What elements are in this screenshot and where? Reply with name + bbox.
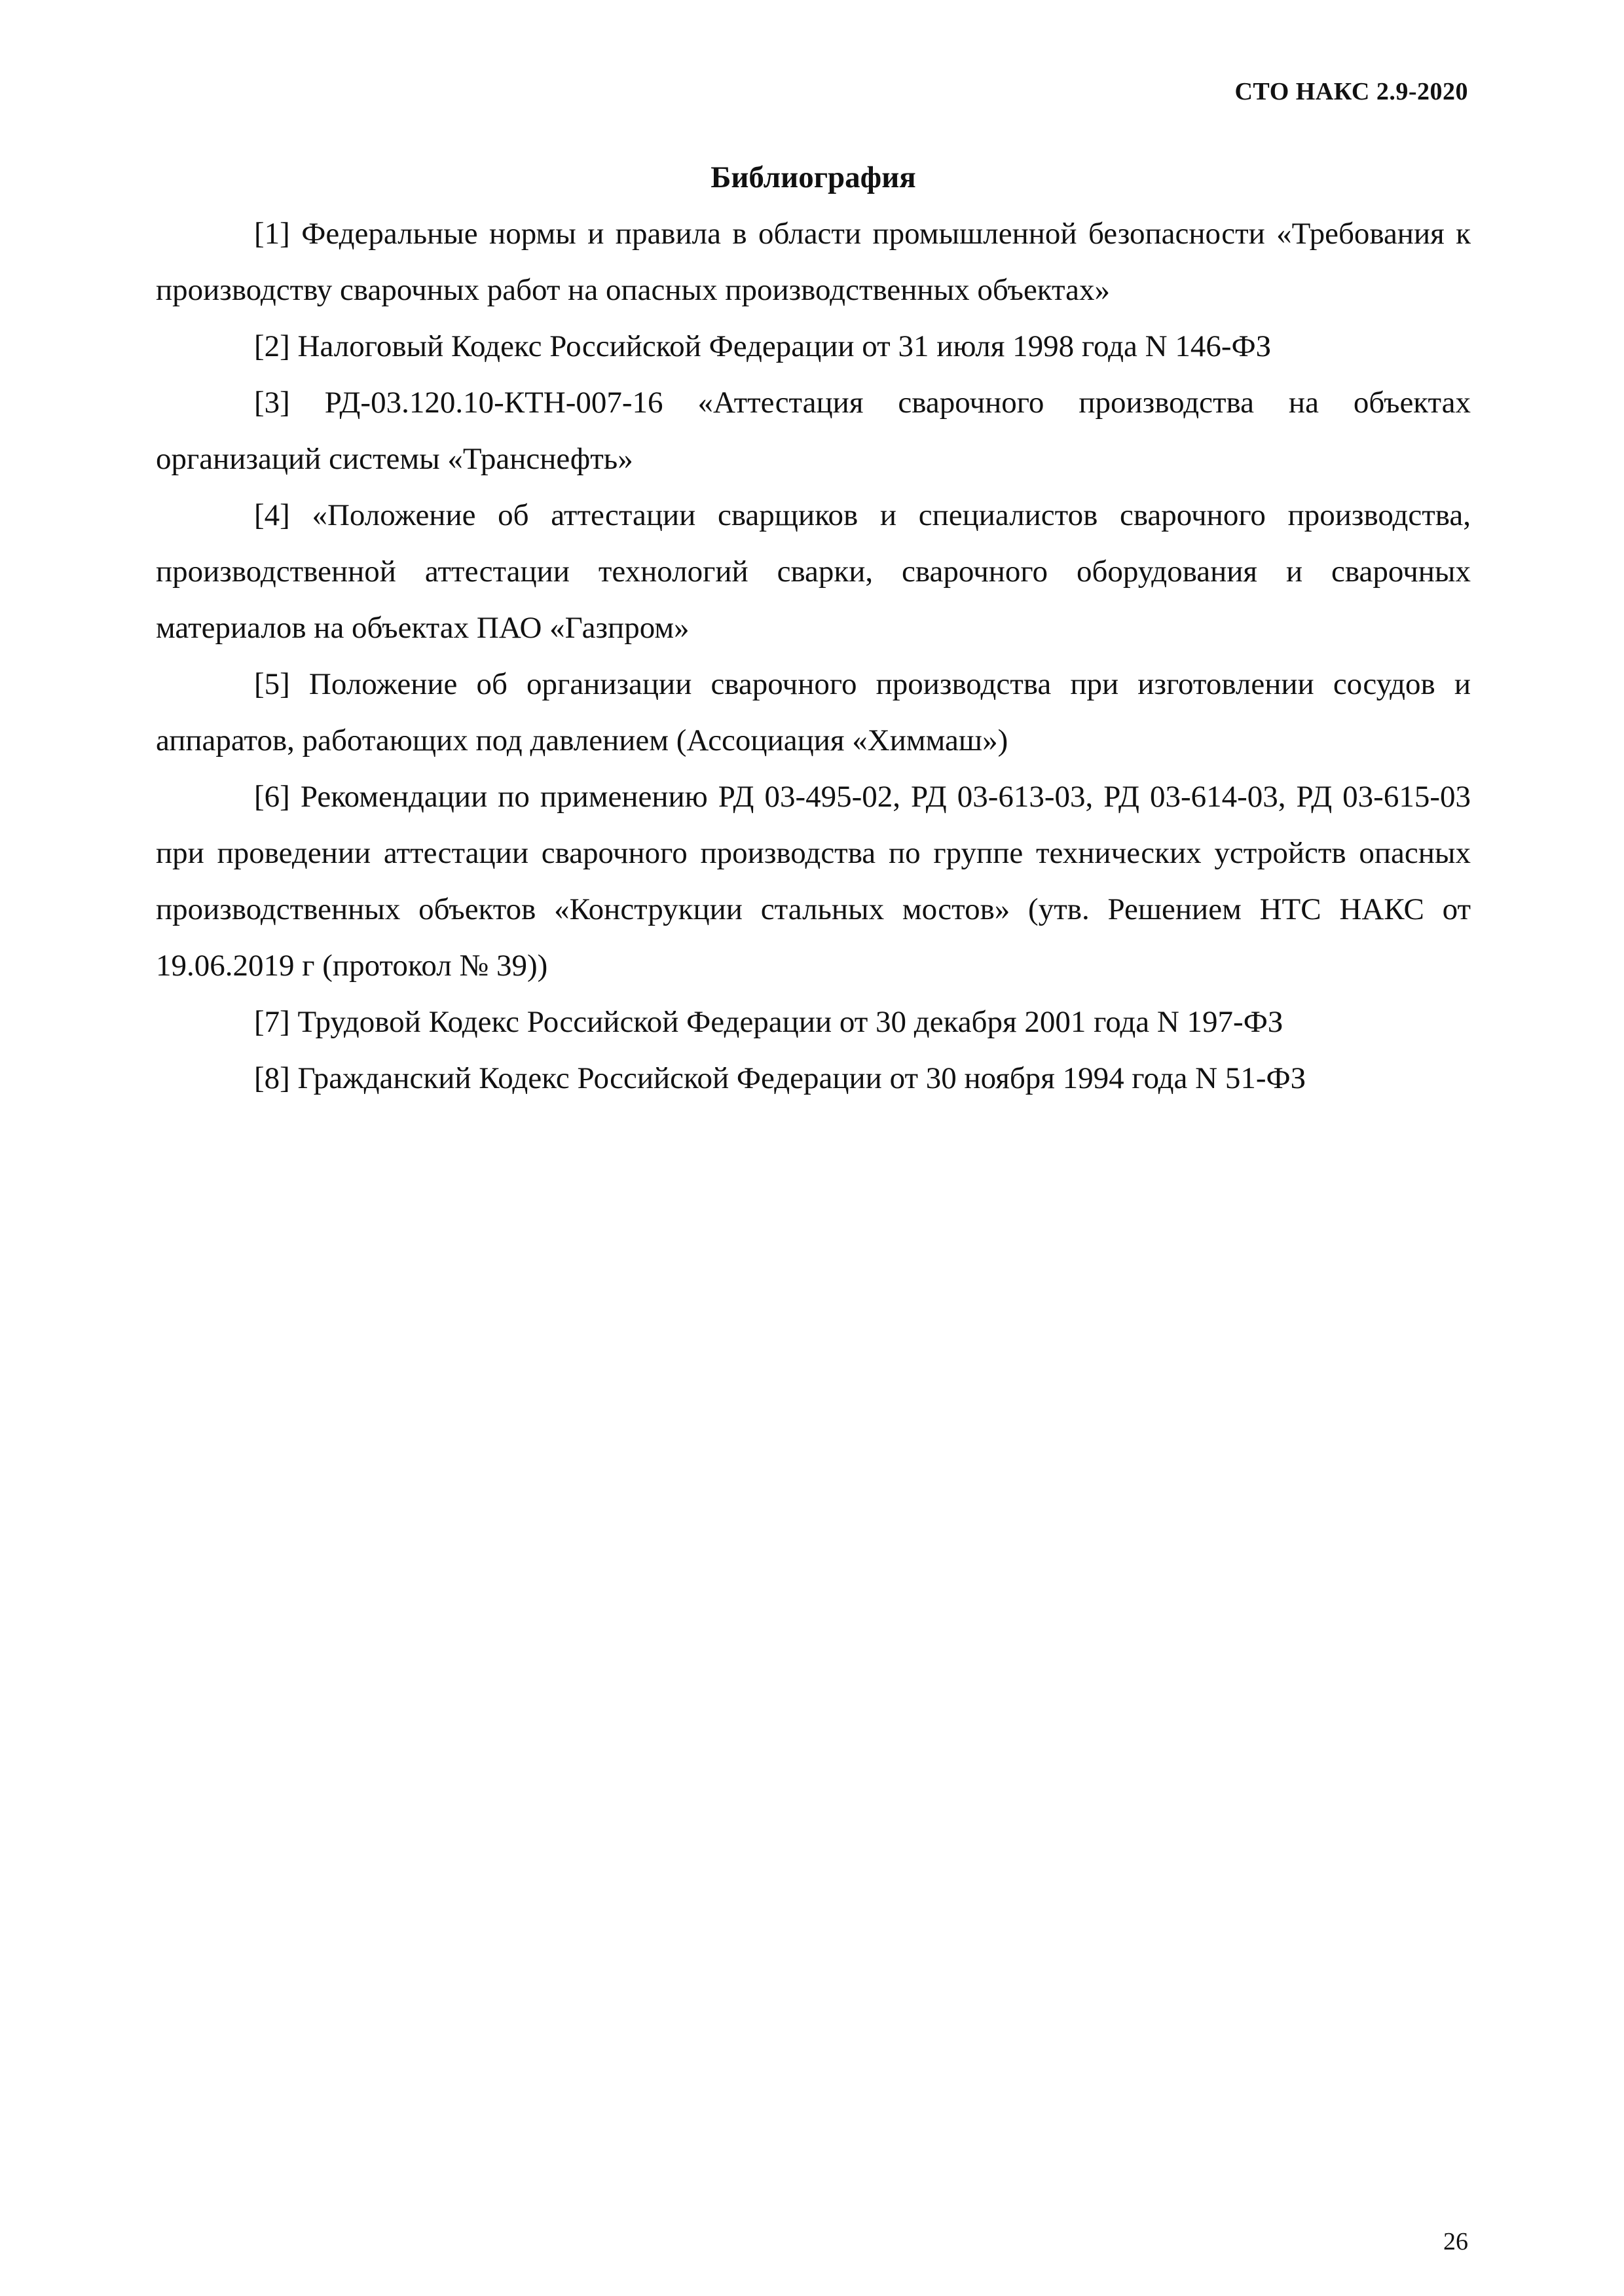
bibliography-item-1: [1] Федеральные нормы и правила в области промышленной безопасности «Требования к производству сварочных работ на опасных производственных объектах» (156, 217, 1471, 307)
bibliography-item-4: [4] «Положение об аттестации сварщиков и специалистов сварочного производства, производственной аттестации технологий сварки, сварочного оборудования и сварочных материалов на объектах ПАО «Газпром» (156, 498, 1471, 645)
bibliography-item-5: [5] Положение об организации сварочного производства при изготовлении сосудов и аппаратов, работающих под давлением (Ассоциация «Химмаш») (156, 667, 1471, 757)
bibliography-item-7: [7] Трудовой Кодекс Российской Федерации от 30 декабря 2001 года N 197-ФЗ (254, 1005, 1283, 1039)
bibliography-item-8: [8] Гражданский Кодекс Российской Федерации от 30 ноября 1994 года N 51-ФЗ (254, 1061, 1306, 1095)
page-number: 26 (1443, 2228, 1468, 2255)
bibliography-item-3: [3] РД-03.120.10-КТН-007-16 «Аттестация сварочного производства на объектах организаций системы «Транснефть» (156, 386, 1471, 476)
bibliography-title: Библиография (710, 160, 916, 194)
bibliography-item-2: [2] Налоговый Кодекс Российской Федерации от 31 июля 1998 года N 146-ФЗ (254, 329, 1272, 363)
bibliography-section (156, 149, 1471, 1106)
document-code: СТО НАКС 2.9-2020 (1234, 78, 1468, 105)
bibliography-item-6: [6] Рекомендации по применению РД 03-495-02, РД 03-613-03, РД 03-614-03, РД 03-615-03 при проведении аттестации сварочного производства по группе технических устройств опасных производственных объектов «Конструкции стальных мостов» (утв. Решением НТС НАКС от 19.06.2019 г (протокол № 39)) (156, 780, 1471, 983)
